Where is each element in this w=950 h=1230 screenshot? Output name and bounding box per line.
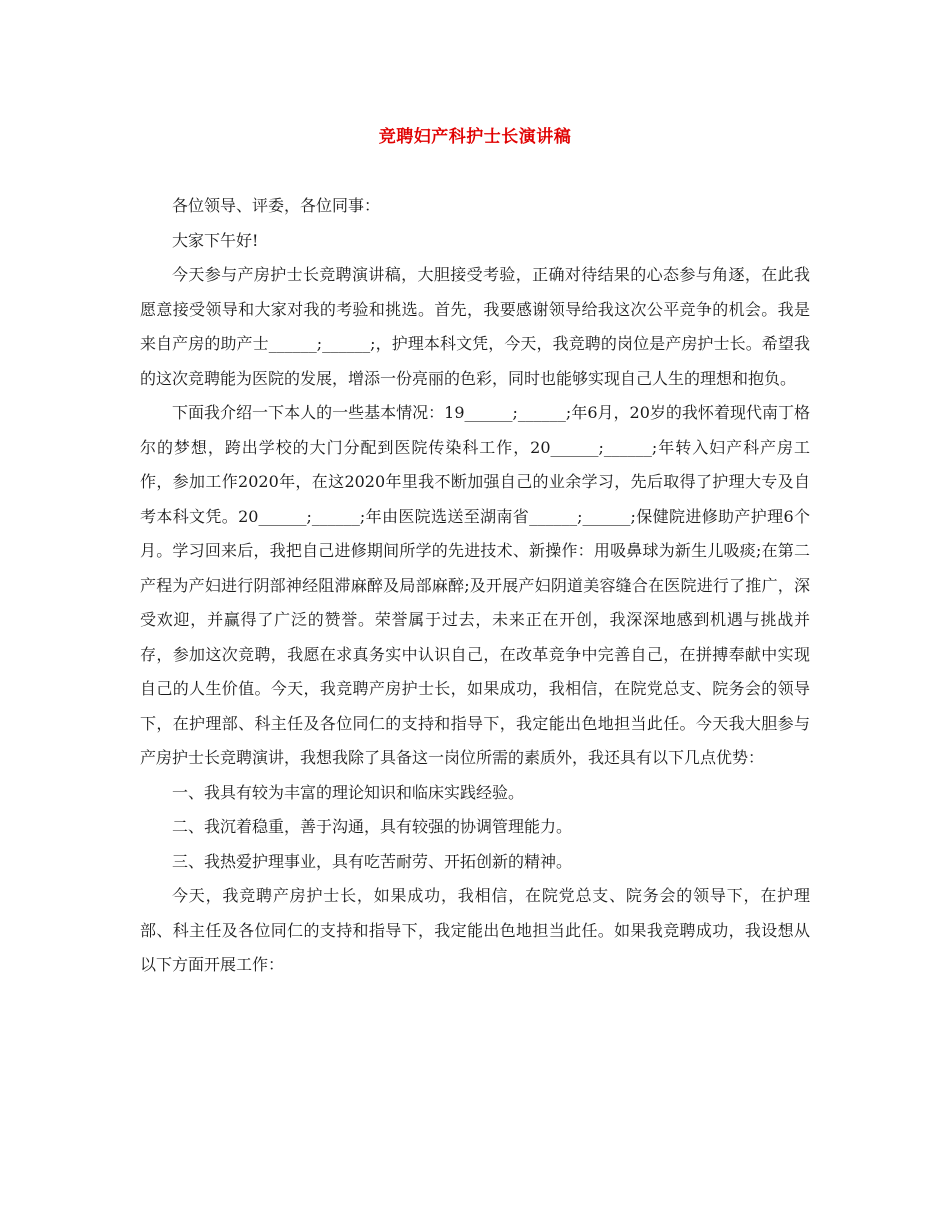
paragraph-background: 下面我介绍一下本人的一些基本情况：19______;______;年6月，20岁的我怀着现代南丁格尔的梦想，跨出学校的大门分配到医院传染科工作，20______;______;年转入妇产科产房工作，参加工作2020年，在这2020年里我不断加强自己的业余学习，先后取得了护理大专及自考本科文凭。20______;______;年由医院选送至湖南省______;______;保健院进修助产护理6个月。学习回来后，我把自己进修期间所学的先进技术、新操作：用吸鼻球为新生儿吸痰;在第二产程为产妇进行阴部神经阻滞麻醉及局部麻醉;及开展产妇阴道美容缝合在医院进行了推广，深受欢迎，并赢得了广泛的赞誉。荣誉属于过去，未来正在开创，我深深地感到机遇与挑战并存，参加这次竞聘，我愿在求真务实中认识自己，在改革竞争中完善自己，在拼搏奉献中实现自己的人生价值。今天，我竞聘产房护士长，如果成功，我相信，在院党总支、院务会的领导下，在护理部、科主任及各位同仁的支持和指导下，我定能出色地担当此任。今天我大胆参与产房护士长竞聘演讲，我想我除了具备这一岗位所需的素质外，我还具有以下几点优势： [140, 403, 810, 767]
paragraph-advantage-1: 一、我具有较为丰富的理论知识和临床实践经验。 [172, 782, 525, 802]
document-title: 竞聘妇产科护士长演讲稿 [378, 127, 572, 147]
paragraph-introduction: 今天参与产房护士长竞聘演讲稿，大胆接受考验，正确对待结果的心态参与角逐，在此我愿意接受领导和大家对我的考验和挑选。首先，我要感谢领导给我这次公平竞争的机会。我是来自产房的助产士______;______;，护理本科文凭，今天，我竞聘的岗位是产房护士长。希望我的这次竞聘能为医院的发展，增添一份亮丽的色彩，同时也能够实现自己人生的理想和抱负。 [140, 265, 810, 388]
paragraph-advantage-3: 三、我热爱护理事业，具有吃苦耐劳、开拓创新的精神。 [172, 851, 573, 871]
paragraph-greeting: 各位领导、评委，各位同事： [172, 196, 381, 215]
paragraph-advantage-2: 二、我沉着稳重，善于沟通，具有较强的协调管理能力。 [172, 817, 573, 836]
document-body [140, 189, 810, 983]
paragraph-salutation: 大家下午好! [172, 230, 259, 250]
paragraph-plan-intro: 今天，我竞聘产房护士长，如果成功，我相信，在院党总支、院务会的领导下，在护理部、科主任及各位同仁的支持和指导下，我定能出色地担当此任。如果我竞聘成功，我设想从以下方面开展工作： [140, 886, 810, 974]
